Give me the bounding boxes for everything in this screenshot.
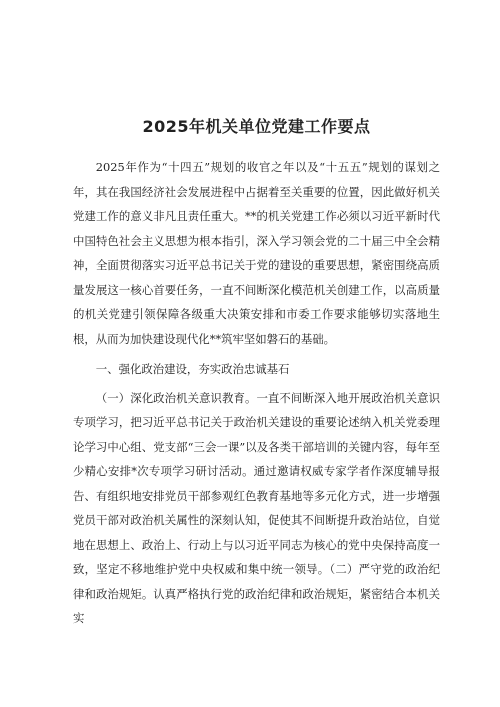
section-body-paragraph: （一）深化政治机关意识教育。一直不间断深入地开展政治机关意识专项学习，把习近平总书记关于政治机关建设的重要论述纳入机关党委理论学习中心组、党支部“三会一课”以及各类干部培训的关键内容，每年至少精心安排*次专项学习研讨活动。通过邀请权威专家学者作深度辅导报告、有组织地安排党员干部参观红色教育基地等多元化方式，进一步增强党员干部对政治机关属性的深刻认知，促使其不间断提升政治站位，自觉地在思想上、政治上、行动上与以习近平同志为核心的党中央保持高度一致，坚定不移地维护党中央权威和集中统一领导。（二）严守党的政治纪律和政治规矩。认真严格执行党的政治纪律和政治规矩，紧密结合本机关实 — [73, 390, 440, 625]
document-title: 2025年机关单位党建工作要点 — [142, 117, 371, 136]
intro-paragraph: 2025年作为“十四五”规划的收官之年以及“十五五”规划的谋划之年，其在我国经济社会发展进程中占据着至关重要的位置，因此做好机关党建工作的意义非凡且责任重大。**的机关党建工作必须以习近平新时代中国特色社会主义思想为根本指引，深入学习领会党的二十届三中全会精神，全面贯彻落实习近平总书记关于党的建设的重要思想，紧密围绕高质量发展这一核心首要任务，一直不间断深化模范机关创建工作，以高质量的机关党建引领保障各级重大决策安排和市委工作要求能够切实落地生根，从而为加快建设现代化**筑牢坚如磐石的基础。 — [73, 160, 440, 346]
section-heading: 一、强化政治建设，夯实政治忠诚基石 — [95, 362, 290, 376]
